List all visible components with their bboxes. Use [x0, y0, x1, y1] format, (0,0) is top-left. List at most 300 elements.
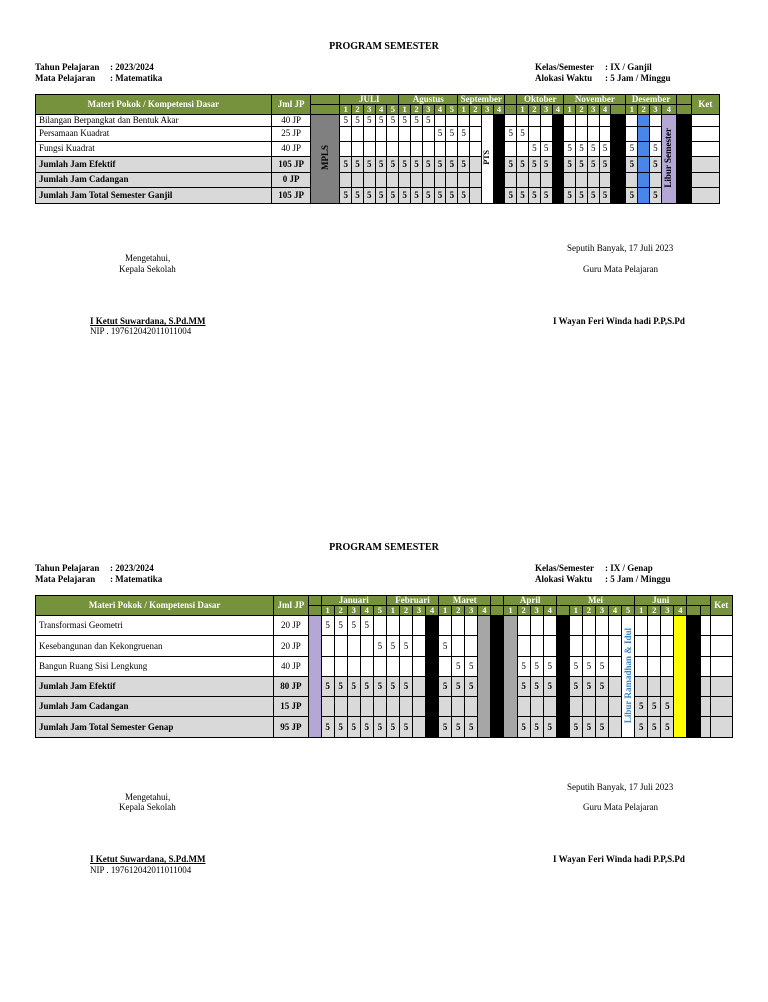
- week-cell: [340, 126, 352, 141]
- week-cell: [687, 697, 700, 717]
- week-number: 2: [576, 105, 588, 115]
- week-cell: 5: [626, 187, 638, 203]
- week-cell: [676, 126, 691, 141]
- week-cell: [439, 697, 452, 717]
- week-cell: 5: [386, 636, 399, 657]
- week-cell: 5: [540, 156, 552, 172]
- week-cell: [426, 697, 439, 717]
- week-cell: 5: [505, 187, 517, 203]
- week-cell: [360, 657, 373, 677]
- week-cell: 5: [595, 677, 608, 697]
- week-cell: 5: [347, 616, 360, 636]
- table-row: [36, 114, 720, 126]
- sem2-guru: Guru Mata Pelajaran: [583, 802, 658, 812]
- week-cell: [493, 114, 505, 126]
- sem2-kelas: [535, 563, 653, 573]
- week-number: 4: [478, 606, 491, 616]
- sem2-guru-name: I Wayan Feri Winda hadi P.P,S.Pd: [553, 854, 685, 864]
- week-cell: [439, 657, 452, 677]
- row-jp: 40 JP: [274, 657, 308, 677]
- week-cell: 5: [517, 717, 530, 738]
- week-cell: 5: [352, 187, 364, 203]
- week-cell: [347, 657, 360, 677]
- week-cell: [611, 141, 626, 156]
- week-cell: [363, 172, 375, 187]
- week-cell: [638, 141, 650, 156]
- week-cell: [611, 156, 626, 172]
- week-cell: [700, 697, 710, 717]
- week-number: 1: [458, 105, 470, 115]
- week-cell: [611, 126, 626, 141]
- mapel-value: : Matematika: [110, 574, 163, 584]
- week-cell: [446, 114, 458, 126]
- week-cell: [556, 657, 569, 677]
- pts-column-text: PTS: [482, 150, 492, 165]
- week-cell: 5: [387, 114, 399, 126]
- week-cell: [470, 141, 482, 156]
- week-cell: [413, 717, 426, 738]
- week-cell: [552, 156, 564, 172]
- week-cell: [422, 126, 434, 141]
- week-number: 4: [360, 606, 373, 616]
- sem1-kepala: Kepala Sekolah: [119, 264, 176, 274]
- week-cell: 5: [458, 126, 470, 141]
- week-cell: [650, 172, 662, 187]
- month-header: Mei: [556, 596, 634, 606]
- week-cell: [517, 172, 529, 187]
- week-cell: [505, 141, 517, 156]
- sem1-tahun: [35, 62, 154, 72]
- week-cell: [543, 616, 556, 636]
- week-cell: [352, 141, 364, 156]
- sem1-kepsek-nip: NIP . 197612042011011004: [90, 326, 192, 336]
- row-ket: [710, 697, 732, 717]
- week-cell: 5: [540, 141, 552, 156]
- row-jp: 80 JP: [274, 677, 308, 697]
- week-cell: [434, 114, 446, 126]
- week-cell: [556, 616, 569, 636]
- week-cell: [347, 697, 360, 717]
- week-cell: [321, 657, 334, 677]
- row-jp: 0 JP: [271, 172, 311, 187]
- week-cell: [386, 697, 399, 717]
- row-ket: [710, 636, 732, 657]
- week-cell: [556, 717, 569, 738]
- week-cell: [493, 156, 505, 172]
- week-cell: [676, 141, 691, 156]
- week-cell: [648, 677, 661, 697]
- week-cell: [676, 114, 691, 126]
- week-cell: [587, 126, 599, 141]
- week-cell: [340, 141, 352, 156]
- week-cell: [363, 126, 375, 141]
- week-cell: [556, 636, 569, 657]
- week-cell: [638, 187, 650, 203]
- week-cell: [321, 697, 334, 717]
- row-ket: [710, 657, 732, 677]
- table-row: [36, 126, 720, 141]
- week-cell: [564, 114, 576, 126]
- week-cell: 5: [399, 636, 412, 657]
- week-cell: [556, 677, 569, 697]
- week-cell: [373, 616, 386, 636]
- week-cell: [608, 657, 621, 677]
- alokasi-label: Alokasi Waktu: [535, 73, 593, 83]
- week-cell: 5: [465, 657, 478, 677]
- week-cell: [491, 657, 504, 677]
- week-number: 1: [321, 606, 334, 616]
- week-cell: [648, 657, 661, 677]
- week-cell: [399, 172, 411, 187]
- week-cell: [491, 717, 504, 738]
- week-cell: [387, 141, 399, 156]
- week-cell: [426, 616, 439, 636]
- table-row: [36, 616, 733, 636]
- week-cell: [608, 616, 621, 636]
- week-cell: 5: [411, 114, 423, 126]
- week-cell: [411, 126, 423, 141]
- week-cell: 5: [517, 156, 529, 172]
- week-cell: [470, 126, 482, 141]
- week-cell: [439, 616, 452, 636]
- week-cell: 5: [434, 187, 446, 203]
- week-cell: [700, 616, 710, 636]
- week-cell: [413, 636, 426, 657]
- week-number: 4: [493, 105, 505, 115]
- week-cell: [700, 657, 710, 677]
- week-cell: 5: [434, 126, 446, 141]
- row-jp: 105 JP: [271, 187, 311, 203]
- week-cell: [491, 616, 504, 636]
- week-cell: 5: [650, 141, 662, 156]
- week-cell: [626, 126, 638, 141]
- row-jp: 15 JP: [274, 697, 308, 717]
- week-cell: 5: [528, 156, 540, 172]
- week-cell: [543, 697, 556, 717]
- week-cell: [611, 114, 626, 126]
- week-number: 3: [413, 606, 426, 616]
- row-materi: Transformasi Geometri: [36, 616, 274, 636]
- week-cell: [687, 657, 700, 677]
- week-cell: [360, 697, 373, 717]
- row-materi: Kesebangunan dan Kekongruenan: [36, 636, 274, 657]
- week-cell: 5: [434, 156, 446, 172]
- week-cell: [687, 677, 700, 697]
- week-cell: 5: [340, 187, 352, 203]
- week-cell: [375, 141, 387, 156]
- week-cell: 5: [411, 156, 423, 172]
- week-cell: [387, 172, 399, 187]
- week-cell: [676, 187, 691, 203]
- row-ket: [710, 677, 732, 697]
- week-cell: [687, 717, 700, 738]
- week-cell: [648, 636, 661, 657]
- week-number: 1: [635, 606, 648, 616]
- week-cell: [608, 697, 621, 717]
- week-number: [491, 606, 504, 616]
- week-cell: 5: [360, 616, 373, 636]
- week-cell: [528, 114, 540, 126]
- header-materi: Materi Pokok / Kompetensi Dasar: [36, 596, 274, 616]
- week-cell: [638, 114, 650, 126]
- week-cell: 5: [564, 187, 576, 203]
- week-cell: [638, 156, 650, 172]
- week-cell: [638, 126, 650, 141]
- week-cell: 5: [458, 187, 470, 203]
- uts-column: [504, 616, 517, 738]
- week-number: 3: [481, 105, 493, 115]
- pts-column: [478, 616, 491, 738]
- week-number: 3: [363, 105, 375, 115]
- week-cell: 5: [626, 141, 638, 156]
- week-cell: [517, 697, 530, 717]
- week-cell: 5: [458, 156, 470, 172]
- week-cell: 5: [386, 677, 399, 697]
- week-cell: [530, 636, 543, 657]
- week-cell: [458, 172, 470, 187]
- week-cell: [587, 114, 599, 126]
- week-cell: [700, 636, 710, 657]
- row-jp: 20 JP: [274, 636, 308, 657]
- week-number: 1: [439, 606, 452, 616]
- week-cell: [595, 636, 608, 657]
- week-cell: [552, 172, 564, 187]
- tahun-label: Tahun Pelajaran: [35, 563, 100, 573]
- week-cell: [687, 636, 700, 657]
- week-cell: 5: [340, 156, 352, 172]
- week-cell: [676, 156, 691, 172]
- week-cell: 5: [576, 156, 588, 172]
- week-cell: 5: [530, 677, 543, 697]
- week-cell: [564, 172, 576, 187]
- week-cell: [587, 172, 599, 187]
- week-number: 5: [622, 606, 635, 616]
- week-cell: [340, 172, 352, 187]
- week-cell: 5: [540, 187, 552, 203]
- week-cell: 5: [599, 187, 611, 203]
- row-ket: [710, 616, 732, 636]
- week-cell: [413, 677, 426, 697]
- week-cell: 5: [347, 717, 360, 738]
- gap-header: [311, 95, 340, 105]
- sem1-kepsek-name: I Ketut Suwardana, S.Pd.MM: [90, 316, 206, 326]
- week-cell: 5: [465, 717, 478, 738]
- week-cell: 5: [363, 114, 375, 126]
- week-number: 1: [504, 606, 517, 616]
- week-cell: 5: [576, 187, 588, 203]
- week-cell: [569, 697, 582, 717]
- week-number: 4: [608, 606, 621, 616]
- week-cell: [528, 172, 540, 187]
- week-cell: 5: [452, 717, 465, 738]
- week-cell: 5: [334, 717, 347, 738]
- week-cell: [493, 141, 505, 156]
- week-cell: 5: [564, 141, 576, 156]
- week-cell: [552, 141, 564, 156]
- week-number: 1: [569, 606, 582, 616]
- week-number: 1: [386, 606, 399, 616]
- row-ket: [691, 114, 719, 126]
- week-cell: 5: [386, 717, 399, 738]
- week-cell: [399, 657, 412, 677]
- row-materi: Jumlah Jam Efektif: [36, 677, 274, 697]
- week-cell: [465, 636, 478, 657]
- kelas-label: Kelas/Semester: [535, 563, 594, 573]
- week-cell: 5: [373, 636, 386, 657]
- week-cell: [426, 677, 439, 697]
- week-cell: 5: [334, 677, 347, 697]
- mapel-label: Mata Pelajaran: [35, 73, 96, 83]
- week-cell: [413, 657, 426, 677]
- week-cell: 5: [626, 156, 638, 172]
- week-cell: [426, 657, 439, 677]
- week-cell: [399, 141, 411, 156]
- week-cell: 5: [465, 677, 478, 697]
- week-cell: [446, 172, 458, 187]
- week-cell: 5: [595, 717, 608, 738]
- month-header: September: [458, 95, 505, 105]
- week-cell: 5: [587, 141, 599, 156]
- week-cell: [505, 172, 517, 187]
- week-cell: [465, 616, 478, 636]
- week-cell: [569, 616, 582, 636]
- week-number: 2: [582, 606, 595, 616]
- sem2-title: PROGRAM SEMESTER: [329, 542, 439, 553]
- week-cell: 5: [387, 187, 399, 203]
- week-number: [311, 105, 340, 115]
- header-ket: Ket: [691, 95, 719, 115]
- week-cell: [611, 172, 626, 187]
- gap-header: [687, 596, 710, 606]
- week-cell: 5: [648, 717, 661, 738]
- week-cell: [517, 114, 529, 126]
- week-number: 3: [530, 606, 543, 616]
- week-cell: 5: [340, 114, 352, 126]
- week-cell: [635, 616, 648, 636]
- week-cell: 5: [363, 156, 375, 172]
- week-cell: 5: [399, 677, 412, 697]
- week-cell: [334, 657, 347, 677]
- week-cell: 5: [587, 187, 599, 203]
- week-cell: [595, 616, 608, 636]
- week-number: 4: [543, 606, 556, 616]
- week-cell: [552, 126, 564, 141]
- yellow-column: [674, 616, 687, 738]
- week-number: 3: [661, 606, 674, 616]
- week-cell: [661, 636, 674, 657]
- week-cell: 5: [360, 677, 373, 697]
- week-cell: [576, 126, 588, 141]
- mapel-label: Mata Pelajaran: [35, 574, 96, 584]
- sem2-alokasi: [535, 574, 671, 584]
- week-cell: [635, 636, 648, 657]
- week-number: [687, 606, 700, 616]
- sem2-mapel: [35, 574, 162, 584]
- week-cell: 5: [399, 717, 412, 738]
- week-cell: 5: [321, 616, 334, 636]
- table-row: [36, 172, 720, 187]
- week-number: 3: [650, 105, 662, 115]
- month-header: Agustus: [399, 95, 458, 105]
- row-materi: Fungsi Kuadrat: [36, 141, 272, 156]
- week-cell: [582, 616, 595, 636]
- tahun-value: : 2023/2024: [110, 563, 154, 573]
- week-number: 4: [434, 105, 446, 115]
- week-cell: [422, 172, 434, 187]
- row-materi: Jumlah Jam Cadangan: [36, 172, 272, 187]
- table-row: [36, 187, 720, 203]
- week-cell: 5: [517, 657, 530, 677]
- libur-ramadhan-column: [622, 616, 635, 738]
- week-number: 4: [674, 606, 687, 616]
- week-cell: 5: [543, 677, 556, 697]
- week-cell: 5: [375, 156, 387, 172]
- week-cell: 5: [530, 717, 543, 738]
- week-cell: 5: [360, 717, 373, 738]
- sem1-table: [35, 94, 720, 204]
- sem1-mengetahui: Mengetahui,: [125, 253, 171, 263]
- week-number: 2: [638, 105, 650, 115]
- week-cell: [517, 141, 529, 156]
- week-cell: [687, 616, 700, 636]
- week-number: 4: [599, 105, 611, 115]
- libur-semester-column: [661, 114, 676, 203]
- week-cell: 5: [411, 187, 423, 203]
- week-number: 1: [564, 105, 576, 115]
- month-header: Oktober: [517, 95, 564, 105]
- row-jp: 105 JP: [271, 156, 311, 172]
- row-materi: Jumlah Jam Cadangan: [36, 697, 274, 717]
- week-cell: [491, 636, 504, 657]
- row-ket: [710, 717, 732, 738]
- table-row: [36, 141, 720, 156]
- gap-header: [505, 95, 517, 105]
- week-cell: [334, 697, 347, 717]
- sem1-kelas: [535, 62, 652, 72]
- header-materi: Materi Pokok / Kompetensi Dasar: [36, 95, 272, 115]
- week-number: 2: [528, 105, 540, 115]
- mpls-column-text: MPLS: [319, 144, 330, 170]
- week-cell: [540, 172, 552, 187]
- week-cell: 5: [517, 126, 529, 141]
- week-cell: 5: [446, 156, 458, 172]
- week-cell: [661, 616, 674, 636]
- week-cell: [700, 717, 710, 738]
- week-cell: [540, 114, 552, 126]
- week-cell: 5: [650, 187, 662, 203]
- week-cell: [470, 187, 482, 203]
- week-cell: [576, 172, 588, 187]
- week-number: 2: [648, 606, 661, 616]
- week-cell: [465, 697, 478, 717]
- week-cell: [360, 636, 373, 657]
- week-cell: [373, 657, 386, 677]
- week-cell: 5: [399, 114, 411, 126]
- row-materi: Bilangan Berpangkat dan Bentuk Akar: [36, 114, 272, 126]
- week-cell: 5: [543, 657, 556, 677]
- tahun-value: : 2023/2024: [110, 62, 154, 72]
- libur-ramadhan-column-text: Libur Ramadhan & Idul: [622, 627, 633, 724]
- week-cell: [321, 636, 334, 657]
- week-cell: [470, 172, 482, 187]
- week-cell: 5: [446, 187, 458, 203]
- week-cell: [493, 172, 505, 187]
- week-cell: [599, 114, 611, 126]
- week-cell: [676, 172, 691, 187]
- week-cell: [517, 636, 530, 657]
- week-cell: 5: [635, 697, 648, 717]
- week-cell: [375, 172, 387, 187]
